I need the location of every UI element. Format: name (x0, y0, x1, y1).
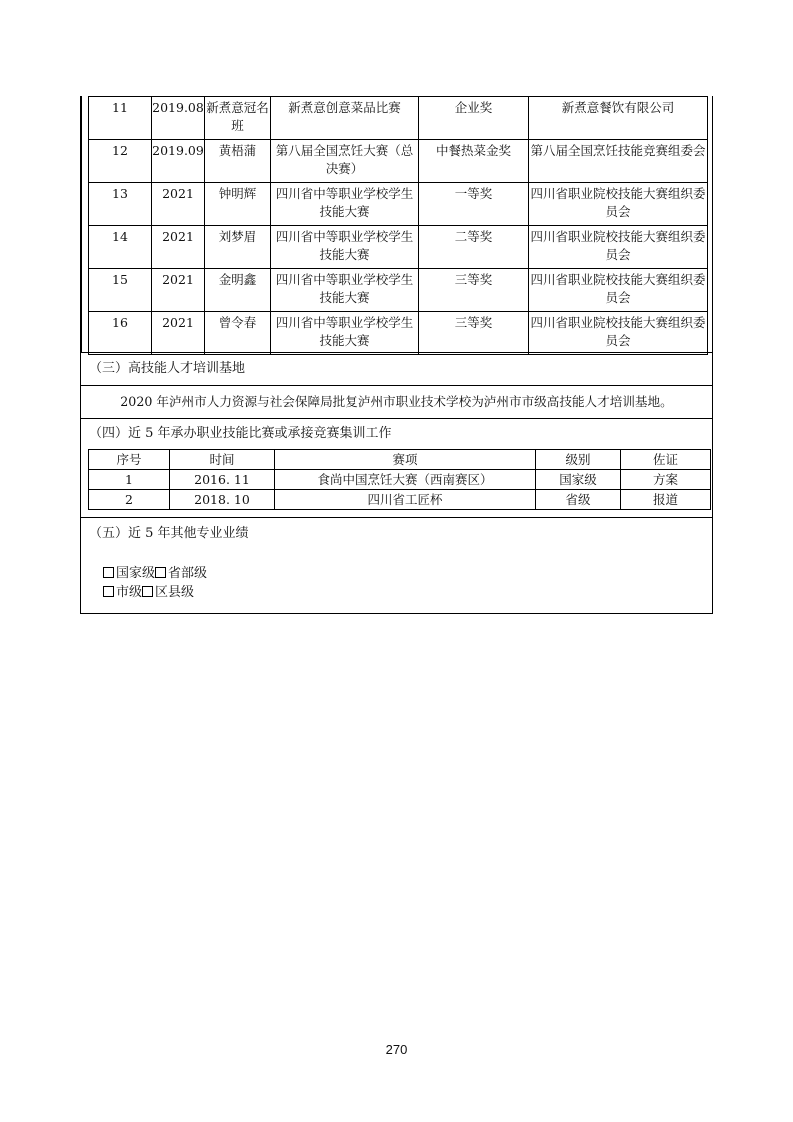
event-time: 2016. 11 (170, 470, 275, 490)
award-person: 曾令春 (205, 312, 271, 355)
award-organizer: 四川省职业院校技能大赛组织委员会 (529, 269, 708, 312)
award-award: 三等奖 (419, 269, 529, 312)
table-row (89, 490, 711, 510)
page-number: 270 (385, 1042, 408, 1057)
section-5-heading: （五）近 5 年其他专业业绩 (81, 517, 712, 550)
events-header-row (89, 450, 711, 470)
table-row (89, 183, 708, 226)
award-person: 金明鑫 (205, 269, 271, 312)
checkbox-national[interactable] (103, 567, 114, 578)
award-organizer: 新煮意餐饮有限公司 (529, 97, 708, 140)
event-name: 食尚中国烹饪大赛（西南赛区） (275, 470, 536, 490)
event-name: 四川省工匠杯 (275, 490, 536, 510)
award-person: 刘梦眉 (205, 226, 271, 269)
award-no: 15 (89, 269, 152, 312)
table-row (89, 312, 708, 355)
option-provincial-label: 省部级 (168, 566, 208, 581)
award-competition: 四川省中等职业学校学生技能大赛 (271, 269, 419, 312)
award-competition: 第八届全国烹饪大赛（总决赛） (271, 140, 419, 183)
award-date: 2021 (152, 183, 205, 226)
level-options-line-2 (103, 583, 194, 603)
level-options-line-1 (103, 564, 207, 584)
main-form-frame (80, 96, 713, 614)
award-award: 二等奖 (419, 226, 529, 269)
event-evidence: 报道 (621, 490, 711, 510)
award-competition: 新煮意创意菜品比赛 (271, 97, 419, 140)
award-award: 企业奖 (419, 97, 529, 140)
award-date: 2019.08 (152, 97, 205, 140)
table-left-edge (81, 96, 82, 352)
awards-table (88, 96, 708, 355)
checkbox-district[interactable] (142, 586, 153, 597)
award-organizer: 四川省职业院校技能大赛组织委员会 (529, 226, 708, 269)
award-date: 2021 (152, 269, 205, 312)
award-person: 黄梧蒲 (205, 140, 271, 183)
award-competition: 四川省中等职业学校学生技能大赛 (271, 226, 419, 269)
event-no: 1 (89, 470, 170, 490)
header-no: 序号 (89, 450, 170, 470)
event-no: 2 (89, 490, 170, 510)
option-district-label: 区县级 (155, 585, 195, 600)
checkbox-municipal[interactable] (103, 586, 114, 597)
award-no: 16 (89, 312, 152, 355)
award-organizer: 第八届全国烹饪技能竞赛组委会 (529, 140, 708, 183)
award-award: 中餐热菜金奖 (419, 140, 529, 183)
table-right-edge (712, 96, 713, 352)
header-time: 时间 (170, 450, 275, 470)
award-date: 2019.09 (152, 140, 205, 183)
award-no: 13 (89, 183, 152, 226)
option-national-label: 国家级 (116, 566, 156, 581)
header-event: 赛项 (275, 450, 536, 470)
award-award: 三等奖 (419, 312, 529, 355)
award-no: 14 (89, 226, 152, 269)
award-organizer: 四川省职业院校技能大赛组织委员会 (529, 312, 708, 355)
table-row (89, 269, 708, 312)
table-row (89, 470, 711, 490)
award-competition: 四川省中等职业学校学生技能大赛 (271, 312, 419, 355)
checkbox-provincial[interactable] (155, 567, 166, 578)
table-row (89, 140, 708, 183)
table-row (89, 226, 708, 269)
award-award: 一等奖 (419, 183, 529, 226)
section-3-text: 2020 年泸州市人力资源与社会保障局批复泸州市职业技术学校为泸州市市级高技能人才培训基地。 (81, 385, 712, 418)
event-level: 国家级 (536, 470, 621, 490)
award-date: 2021 (152, 226, 205, 269)
event-level: 省级 (536, 490, 621, 510)
award-no: 11 (89, 97, 152, 140)
section-4-heading: （四）近 5 年承办职业技能比赛或承接竞赛集训工作 (81, 418, 712, 448)
event-evidence: 方案 (621, 470, 711, 490)
option-municipal-label: 市级 (116, 585, 143, 600)
award-person: 钟明辉 (205, 183, 271, 226)
award-competition: 四川省中等职业学校学生技能大赛 (271, 183, 419, 226)
header-evidence: 佐证 (621, 450, 711, 470)
award-person: 新煮意冠名班 (205, 97, 271, 140)
header-level: 级别 (536, 450, 621, 470)
award-organizer: 四川省职业院校技能大赛组织委员会 (529, 183, 708, 226)
award-date: 2021 (152, 312, 205, 355)
table-row (89, 97, 708, 140)
section-3-heading: （三）高技能人才培训基地 (81, 352, 712, 385)
events-table (88, 449, 711, 510)
award-no: 12 (89, 140, 152, 183)
event-time: 2018. 10 (170, 490, 275, 510)
